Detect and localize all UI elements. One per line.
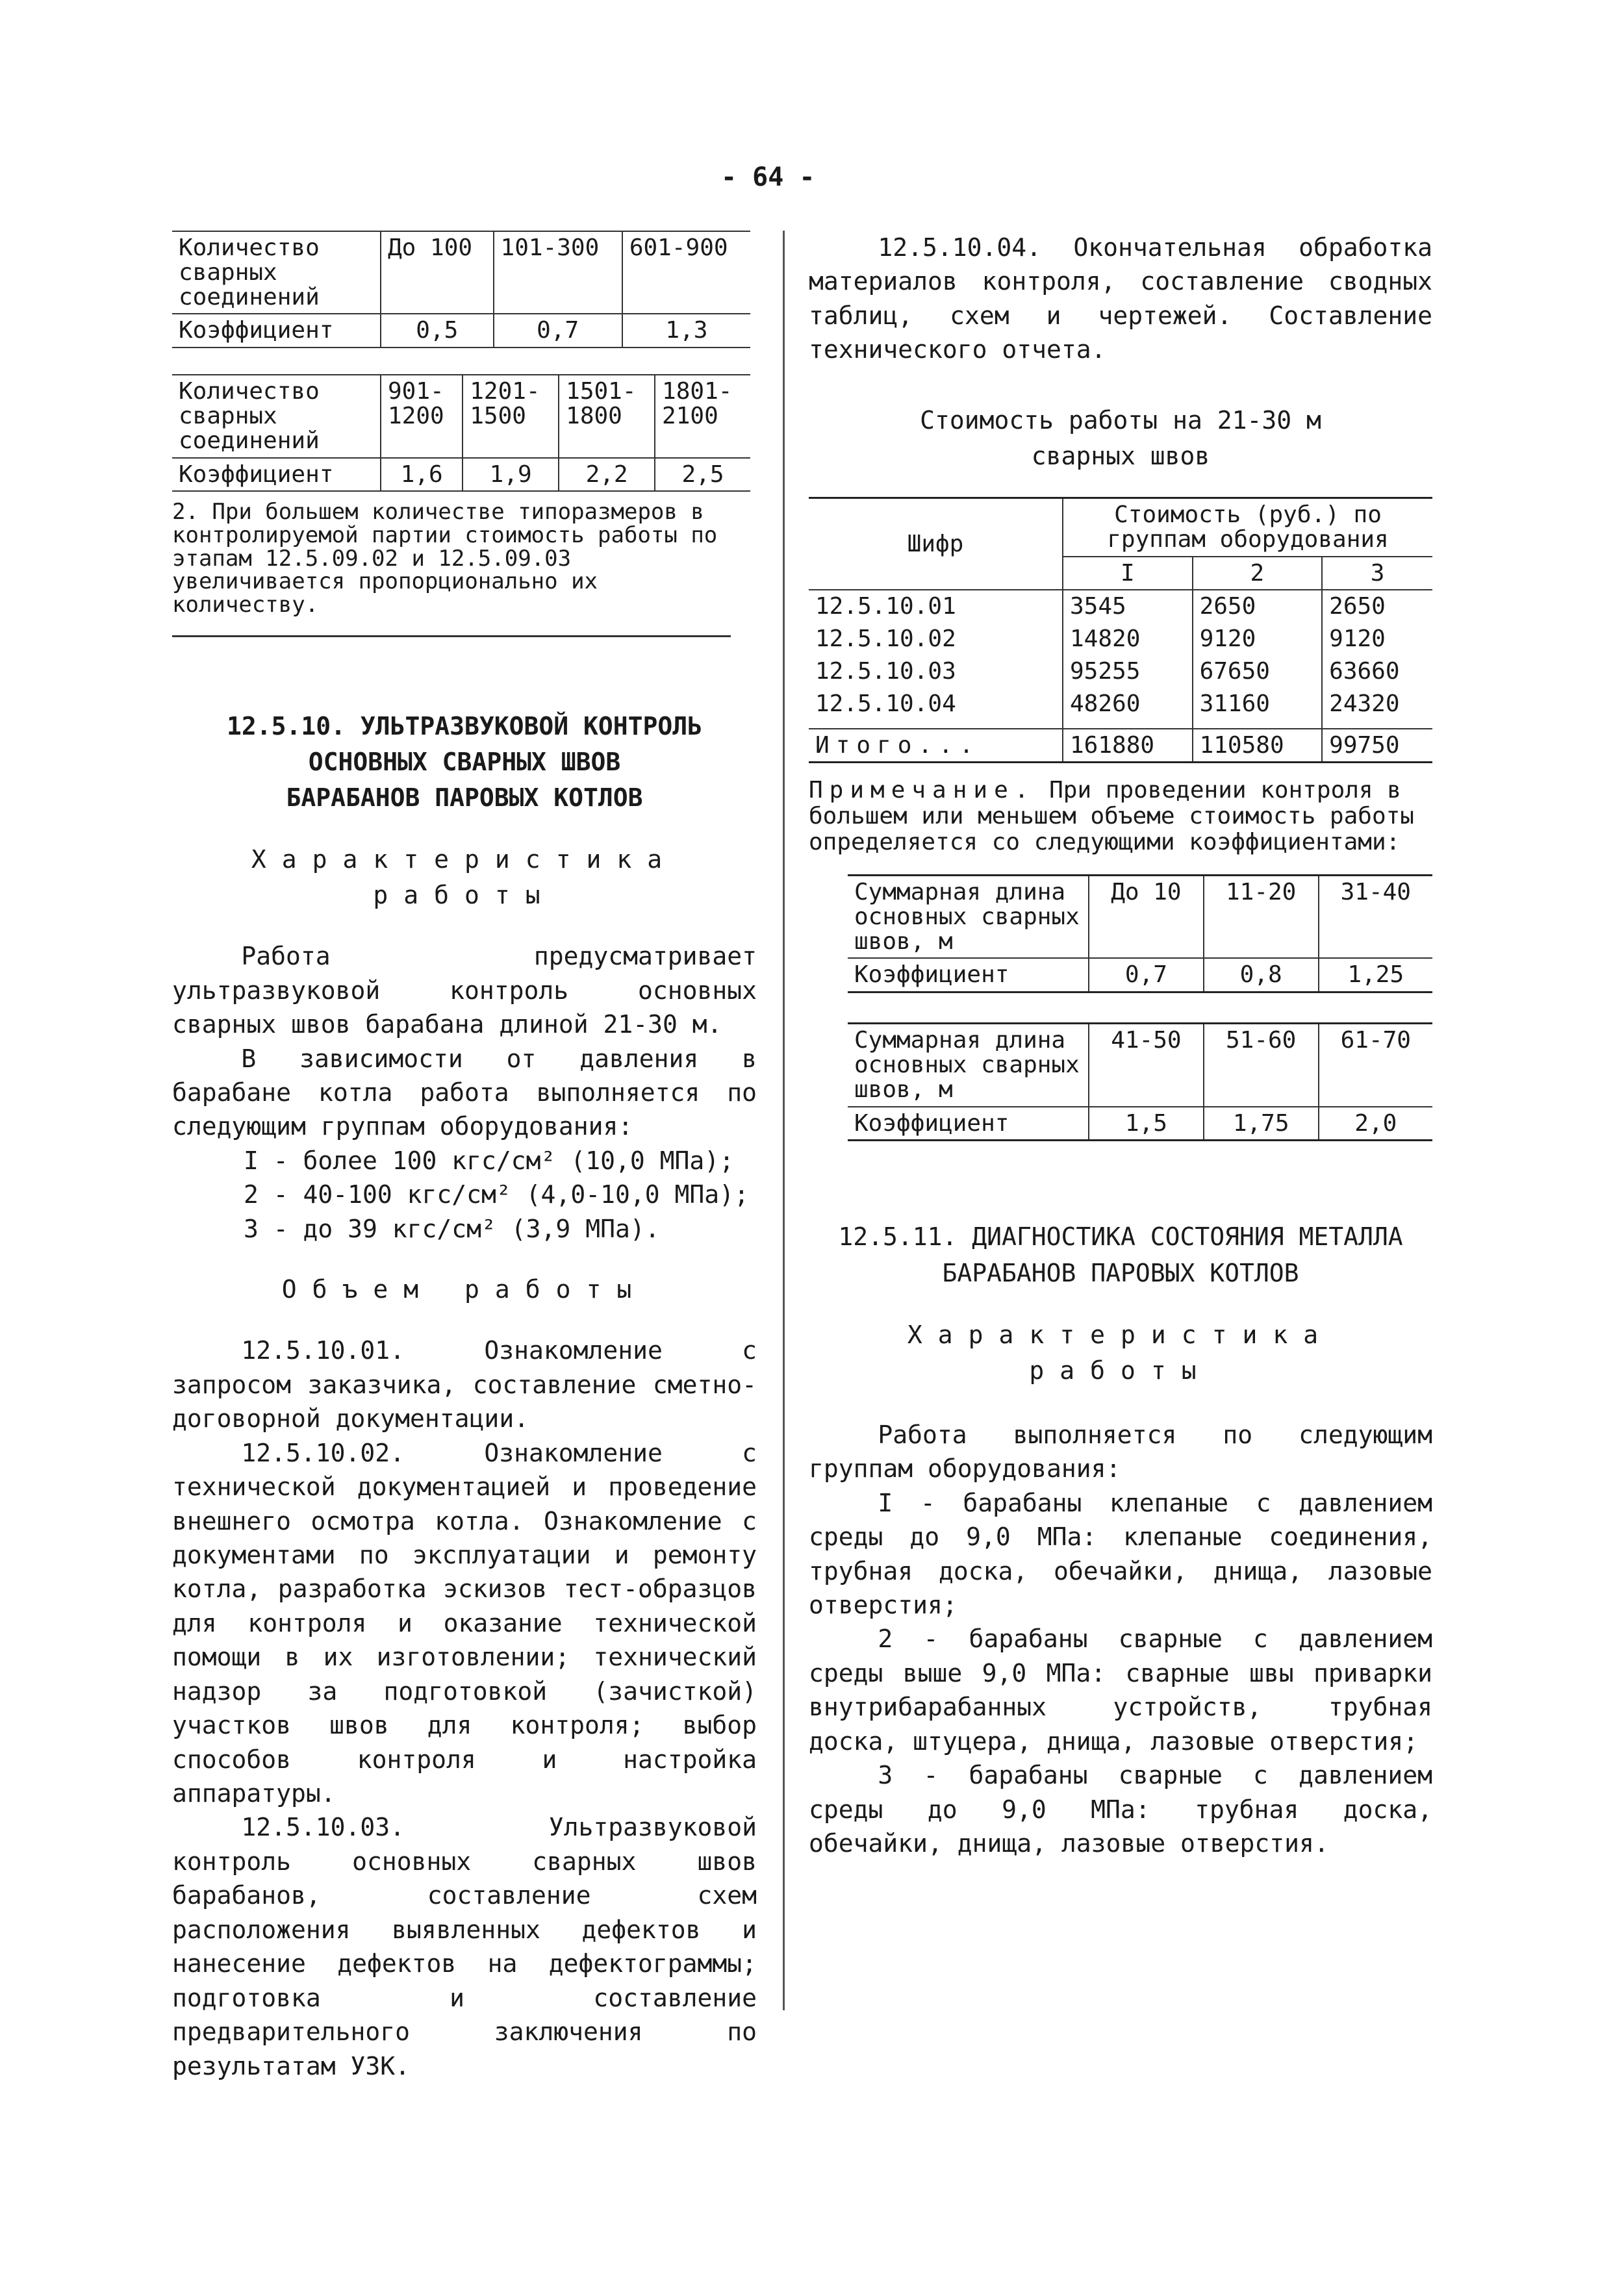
table-column-header: Стоимость (руб.) по группам оборудования: [1063, 498, 1432, 556]
table-row: [809, 688, 1432, 729]
left-column: [172, 231, 757, 2083]
page-number: - 64 -: [721, 162, 815, 192]
equipment-group: 2 - барабаны сварные с давлением среды выше 9,0 МПа: сварные швы приварки внутрибарабанных устройств, трубная доска, штуцера, днища, лазовые отверстия;: [809, 1624, 1432, 1756]
table-column-header: 11-20: [1204, 876, 1319, 959]
work-step: 12.5.10.01. Ознакомление с запросом заказчика, составление сметно-договорной документации.: [172, 1336, 757, 1434]
section-title-line: 12.5.11. ДИАГНОСТИКА СОСТОЯНИЯ МЕТАЛЛА: [838, 1222, 1403, 1252]
equipment-group: 2 - 40-100 кгс/см² (4,0-10,0 МПа);: [244, 1180, 749, 1209]
table-cell: 99750: [1322, 729, 1432, 763]
table-column-header: 1201-1500: [463, 375, 559, 457]
table-cell: 9120: [1322, 623, 1432, 655]
table-column-header: I: [1063, 557, 1193, 590]
table-header-label: Количество сварных соединений: [172, 231, 381, 314]
table-note: 2. При большем количестве типоразмеров в контролируемой партии стоимость работы по этапам 12.5.09.02 и 12.5.09.03 увеличивается пропорционально их количеству.: [172, 499, 718, 618]
table-cell: 67650: [1193, 655, 1323, 688]
table-cell: 48260: [1063, 688, 1193, 729]
table-column-header: Шифр: [809, 498, 1063, 590]
note: [809, 777, 1432, 855]
length-coefficient-table-1: [848, 874, 1432, 993]
table-cell: 1,75: [1204, 1107, 1319, 1141]
section-title-line: БАРАБАНОВ ПАРОВЫХ КОТЛОВ: [942, 1258, 1299, 1287]
table-cell: 0,5: [381, 314, 494, 347]
table-row: [809, 623, 1432, 655]
table-cell: 110580: [1193, 729, 1323, 763]
equipment-group: I - более 100 кгс/см² (10,0 МПа);: [244, 1146, 734, 1175]
table-column-header: 2: [1193, 557, 1323, 590]
table-cell: 0,8: [1204, 958, 1319, 992]
table-row-label: Коэффициент: [172, 458, 381, 492]
table-row: [848, 876, 1432, 959]
table-row: [809, 655, 1432, 688]
table-row-label: Коэффициент: [172, 314, 381, 347]
table-cell: 12.5.10.03: [809, 655, 1063, 688]
table-row: [848, 1107, 1432, 1141]
quantity-coefficient-table-2: [172, 374, 750, 492]
table-row: [172, 458, 750, 492]
characteristic-heading: Характеристика: [251, 845, 678, 874]
characteristic-heading: работы: [373, 881, 556, 910]
table-row-label: Коэффициент: [848, 958, 1089, 992]
note-text: При проведении контроля в большем или меньшем объеме стоимость работы определяется со следующими коэффициентами:: [809, 777, 1414, 855]
table-cell: 2650: [1322, 590, 1432, 623]
table-cell: 0,7: [1089, 958, 1204, 992]
table-row: [809, 590, 1432, 623]
table-cell: 3545: [1063, 590, 1193, 623]
table-cell: 14820: [1063, 623, 1193, 655]
table-cell: 2,2: [559, 458, 655, 492]
table-cell: 63660: [1322, 655, 1432, 688]
total-label: Итого...: [809, 729, 1063, 763]
table-cell: 12.5.10.02: [809, 623, 1063, 655]
volume-heading: Объем работы: [281, 1275, 648, 1304]
characteristic-heading: работы: [1029, 1356, 1212, 1385]
quantity-coefficient-table-1: [172, 231, 750, 348]
table-cell: 1,9: [463, 458, 559, 492]
table-cell: 1,3: [622, 314, 750, 347]
table-column-header: 101-300: [494, 231, 622, 314]
table-cell: 1,5: [1089, 1107, 1204, 1141]
table-cell: 1,6: [381, 458, 463, 492]
column-divider: [783, 231, 785, 2010]
table-column-header: 41-50: [1089, 1024, 1204, 1107]
table-cell: 2650: [1193, 590, 1323, 623]
table-row: [809, 498, 1432, 556]
table-row: [172, 314, 750, 347]
paragraph: Работа выполняется по следующим группам оборудования:: [809, 1420, 1432, 1484]
table-row: [172, 231, 750, 314]
table-cell: 31160: [1193, 688, 1323, 729]
table-cell: 24320: [1322, 688, 1432, 729]
table-row: [848, 1024, 1432, 1107]
right-column: [809, 231, 1432, 1861]
cost-table-caption: Стоимость работы на 21-30 м: [920, 405, 1321, 435]
section-title-line: 12.5.10. УЛЬТРАЗВУКОВОЙ КОНТРОЛЬ: [226, 711, 703, 740]
work-step: 12.5.10.03. Ультразвуковой контроль основных сварных швов барабанов, составление схем расположения выявленных дефектов и нанесение дефектов на дефектограммы; подготовка и составление предварительного заключения по результатам УЗК.: [172, 1813, 757, 2080]
table-cell: 12.5.10.04: [809, 688, 1063, 729]
table-column-header: До 100: [381, 231, 494, 314]
table-header-label: Суммарная длина основных сварных швов, м: [848, 876, 1089, 959]
table-cell: 12.5.10.01: [809, 590, 1063, 623]
paragraph: В зависимости от давления в барабане котла работа выполняется по следующим группам оборудования:: [172, 1044, 757, 1141]
table-cell: 2,0: [1319, 1107, 1432, 1141]
table-cell: 0,7: [494, 314, 622, 347]
cost-table: [809, 497, 1432, 763]
table-cell: 161880: [1063, 729, 1193, 763]
table-column-header: 61-70: [1319, 1024, 1432, 1107]
table-row: [848, 958, 1432, 992]
table-column-header: 31-40: [1319, 876, 1432, 959]
table-cell: 2,5: [655, 458, 750, 492]
equipment-group: 3 - до 39 кгс/см² (3,9 МПа).: [244, 1214, 660, 1243]
length-coefficient-table-2: [848, 1022, 1432, 1141]
section-title-line: БАРАБАНОВ ПАРОВЫХ КОТЛОВ: [286, 783, 643, 812]
table-column-header: До 10: [1089, 876, 1204, 959]
cost-table-caption: сварных швов: [1031, 441, 1210, 470]
table-header-label: Суммарная длина основных сварных швов, м: [848, 1024, 1089, 1107]
table-column-header: 1501-1800: [559, 375, 655, 457]
table-row: [809, 729, 1432, 763]
note-label: Примечание.: [809, 777, 1035, 804]
table-row: [172, 375, 750, 457]
characteristic-heading: Характеристика: [907, 1320, 1334, 1349]
section-title-line: ОСНОВНЫХ СВАРНЫХ ШВОВ: [308, 747, 621, 776]
work-step: 12.5.10.02. Ознакомление с технической документацией и проведение внешнего осмотра котла. Ознакомление с документами по эксплуатации и ремонту котла, разработка эскизов тест-образцов для контроля и оказание технической помощи в их изготовлении; технический надзор за подготовкой (зачисткой) участков швов для контроля; выбор способов контроля и настройка аппаратуры.: [172, 1438, 757, 1808]
equipment-group: 3 - барабаны сварные с давлением среды до 9,0 МПа: трубная доска, обечайки, днища, лазовые отверстия.: [809, 1761, 1432, 1858]
work-step: 12.5.10.04. Окончательная обработка материалов контроля, составление сводных таблиц, схем и чертежей. Составление технического отчета.: [809, 233, 1432, 364]
table-column-header: 3: [1322, 557, 1432, 590]
table-column-header: 1801-2100: [655, 375, 750, 457]
table-column-header: 901-1200: [381, 375, 463, 457]
table-cell: 1,25: [1319, 958, 1432, 992]
table-header-label: Количество сварных соединений: [172, 375, 381, 457]
table-cell: 95255: [1063, 655, 1193, 688]
table-column-header: 51-60: [1204, 1024, 1319, 1107]
paragraph: Работа предусматривает ультразвуковой контроль основных сварных швов барабана длиной 21-30 м.: [172, 942, 757, 1039]
table-row-label: Коэффициент: [848, 1107, 1089, 1141]
equipment-group: I - барабаны клепаные с давлением среды до 9,0 МПа: клепаные соединения, трубная доска, обечайки, днища, лазовые отверстия;: [809, 1488, 1432, 1620]
table-column-header: 601-900: [622, 231, 750, 314]
table-cell: 9120: [1193, 623, 1323, 655]
